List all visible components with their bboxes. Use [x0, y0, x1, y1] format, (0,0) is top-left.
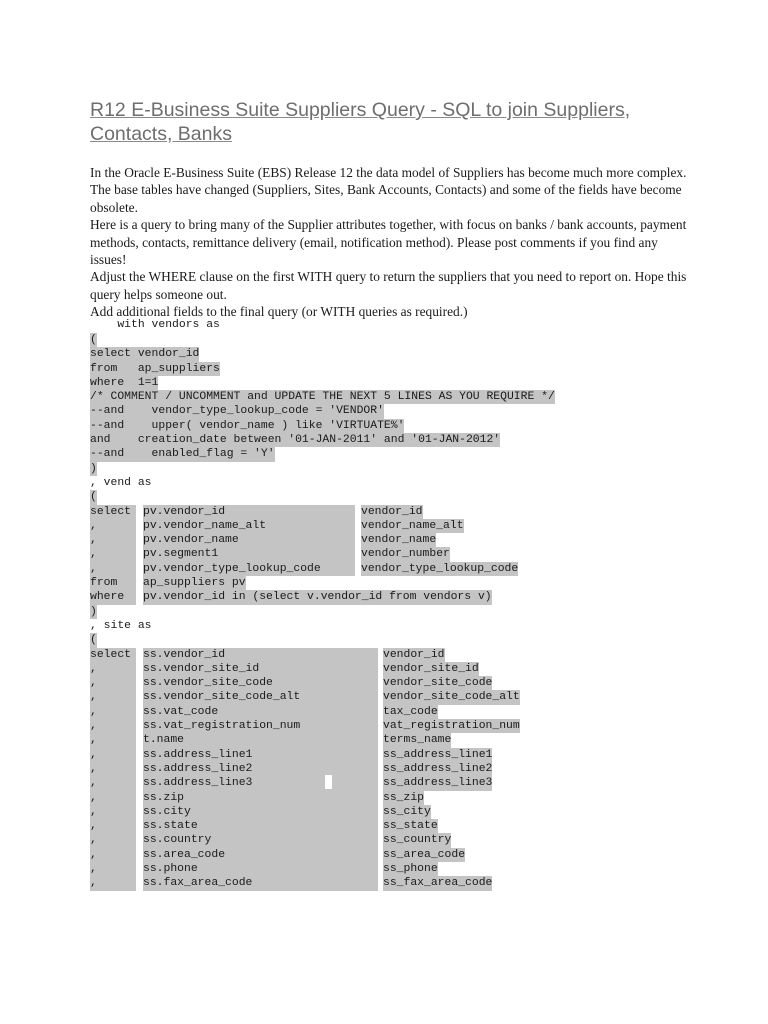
code-text: ss.country — [143, 833, 378, 847]
code-text: vendor_type_lookup_code — [361, 562, 519, 575]
code-text: ss_city — [383, 805, 431, 818]
code-text: , — [90, 662, 136, 676]
code-text: pv.vendor_name_alt — [143, 519, 355, 533]
intro-text — [90, 164, 690, 321]
code-text: vendor_number — [361, 548, 450, 561]
code-text: ss.fax_area_code — [143, 876, 378, 890]
code-line — [90, 590, 690, 604]
code-text: , — [90, 833, 136, 847]
code-text: vendor_id — [361, 505, 423, 518]
code-line — [90, 505, 690, 519]
code-text: ss_state — [383, 820, 438, 833]
code-text: ss_address_line3 — [383, 777, 493, 790]
code-line — [90, 676, 690, 690]
code-line — [90, 662, 690, 676]
code-text: tax_code — [383, 705, 438, 718]
code-line — [90, 447, 690, 461]
intro-paragraph: Adjust the WHERE clause on the first WITH query to return the suppliers that you need to report on. Hope this query helps someone out. — [90, 269, 687, 302]
code-line — [90, 690, 690, 704]
code-line — [90, 633, 690, 647]
page-title: R12 E-Business Suite Suppliers Query - SQL to join Suppliers, Contacts, Banks — [90, 99, 631, 145]
code-text: where 1=1 — [90, 376, 159, 389]
code-text: ss.address_line2 — [143, 762, 378, 776]
highlight-gap — [325, 775, 332, 789]
code-line — [90, 318, 690, 333]
code-text: , — [90, 733, 136, 747]
code-line — [90, 719, 690, 733]
code-text: , — [90, 876, 136, 890]
code-text: --and upper( vendor_name ) like 'VIRTUATE%' — [90, 419, 405, 432]
code-text: from — [90, 576, 136, 590]
intro-paragraph: Here is a query to bring many of the Supplier attributes together, with focus on banks / bank accounts, payment methods, contacts, remittance delivery (email, notification method). Please post comments if you find any issues! — [90, 217, 687, 268]
code-text: ss.vendor_site_code_alt — [143, 690, 378, 704]
code-text: ( — [90, 491, 97, 504]
code-line — [90, 733, 690, 747]
code-text: , vend as — [90, 476, 152, 489]
code-text: --and vendor_type_lookup_code = 'VENDOR' — [90, 405, 384, 418]
code-line — [90, 490, 690, 504]
code-line — [90, 748, 690, 762]
intro-paragraph: Add additional fields to the final query (or WITH queries as required.) — [90, 304, 468, 320]
code-text: ss.city — [143, 805, 378, 819]
code-line — [90, 648, 690, 662]
code-line — [90, 390, 690, 404]
code-text: ss.vendor_site_code — [143, 676, 378, 690]
code-text: vendor_name_alt — [361, 519, 464, 532]
code-text: and creation_date between '01-JAN-2011' and '01-JAN-2012' — [90, 434, 501, 447]
code-line — [90, 762, 690, 776]
code-line — [90, 776, 690, 790]
code-text: ss.area_code — [143, 848, 378, 862]
code-text: ) — [90, 605, 97, 618]
code-text: , site as — [90, 619, 152, 632]
code-text: , — [90, 547, 136, 561]
code-line — [90, 876, 690, 890]
code-text: from ap_suppliers — [90, 362, 220, 375]
code-text: ) — [90, 462, 97, 475]
code-text: pv.vendor_type_lookup_code — [143, 562, 355, 576]
code-text: pv.vendor_id in (select v.vendor_id from vendors v) — [143, 591, 492, 604]
code-line — [90, 833, 690, 847]
code-line — [90, 404, 690, 418]
code-text: , — [90, 562, 136, 576]
code-text: with vendors as — [117, 319, 220, 331]
code-text: ( — [90, 334, 97, 346]
code-text: ss_area_code — [383, 848, 466, 861]
code-line — [90, 705, 690, 719]
code-text: vendor_id — [383, 648, 445, 661]
code-text: ( — [90, 634, 97, 647]
code-text: , — [90, 819, 136, 833]
code-text: ss.phone — [143, 862, 378, 876]
code-text: , — [90, 776, 136, 790]
code-text: , — [90, 805, 136, 819]
code-text: , — [90, 748, 136, 762]
code-line — [90, 333, 690, 347]
code-text: ss_address_line2 — [383, 762, 493, 775]
code-line — [90, 347, 690, 361]
code-text: ss_address_line1 — [383, 748, 493, 761]
code-text: ss.address_line3 — [143, 776, 378, 790]
code-line — [90, 433, 690, 447]
code-text: ss_fax_area_code — [383, 877, 493, 890]
code-text: , — [90, 791, 136, 805]
code-line — [90, 862, 690, 876]
code-line — [90, 791, 690, 805]
code-text: , — [90, 533, 136, 547]
code-line — [90, 562, 690, 576]
code-line — [90, 819, 690, 833]
code-text: pv.segment1 — [143, 547, 355, 561]
code-text: , — [90, 719, 136, 733]
code-text: select — [90, 505, 136, 519]
code-text: ss.vat_code — [143, 705, 378, 719]
code-text: , — [90, 690, 136, 704]
code-text: ss_country — [383, 834, 452, 847]
code-line — [90, 605, 690, 619]
code-text: vendor_name — [361, 534, 437, 547]
code-text: ap_suppliers pv — [143, 577, 246, 590]
code-text: , — [90, 848, 136, 862]
vend-cte — [90, 505, 690, 605]
code-line — [90, 376, 690, 390]
code-line — [90, 476, 690, 490]
code-text: vendor_site_code — [383, 677, 493, 690]
code-text: vendor_site_id — [383, 662, 479, 675]
code-text: select vendor_id — [90, 348, 200, 361]
code-line — [90, 419, 690, 433]
code-line — [90, 519, 690, 533]
sql-code-block — [90, 318, 690, 891]
code-line — [90, 547, 690, 561]
code-line — [90, 462, 690, 476]
code-text: where — [90, 590, 136, 604]
code-text: , — [90, 705, 136, 719]
code-line — [90, 619, 690, 633]
code-text: terms_name — [383, 734, 452, 747]
code-text: , — [90, 676, 136, 690]
code-line — [90, 805, 690, 819]
code-text: , — [90, 519, 136, 533]
code-text: ss.vendor_id — [143, 648, 378, 662]
code-text: /* COMMENT / UNCOMMENT and UPDATE THE NEXT 5 LINES AS YOU REQUIRE */ — [90, 391, 555, 404]
intro-paragraph: In the Oracle E-Business Suite (EBS) Release 12 the data model of Suppliers has become much more complex. The base tables have changed (Suppliers, Sites, Bank Accounts, Contacts) and some of the fields have become obsolete. — [90, 165, 687, 215]
code-text: ss.address_line1 — [143, 748, 378, 762]
code-text: select — [90, 648, 136, 662]
code-text: ss_zip — [383, 791, 425, 804]
code-text: --and enabled_flag = 'Y' — [90, 448, 275, 461]
code-text: vat_registration_num — [383, 720, 520, 733]
code-text: ss.vat_registration_num — [143, 719, 378, 733]
code-line — [90, 576, 690, 590]
code-text: ss.state — [143, 819, 378, 833]
code-text: , — [90, 862, 136, 876]
code-text: pv.vendor_id — [143, 505, 355, 519]
code-text: t.name — [143, 733, 378, 747]
code-text: , — [90, 762, 136, 776]
site-cte — [90, 648, 690, 891]
code-text: vendor_site_code_alt — [383, 691, 520, 704]
code-text: ss.zip — [143, 791, 378, 805]
code-line — [90, 533, 690, 547]
vendors-cte — [90, 333, 690, 476]
code-text: pv.vendor_name — [143, 533, 355, 547]
code-line — [90, 848, 690, 862]
code-text: ss.vendor_site_id — [143, 662, 378, 676]
code-text: ss_phone — [383, 862, 438, 875]
code-line — [90, 362, 690, 376]
